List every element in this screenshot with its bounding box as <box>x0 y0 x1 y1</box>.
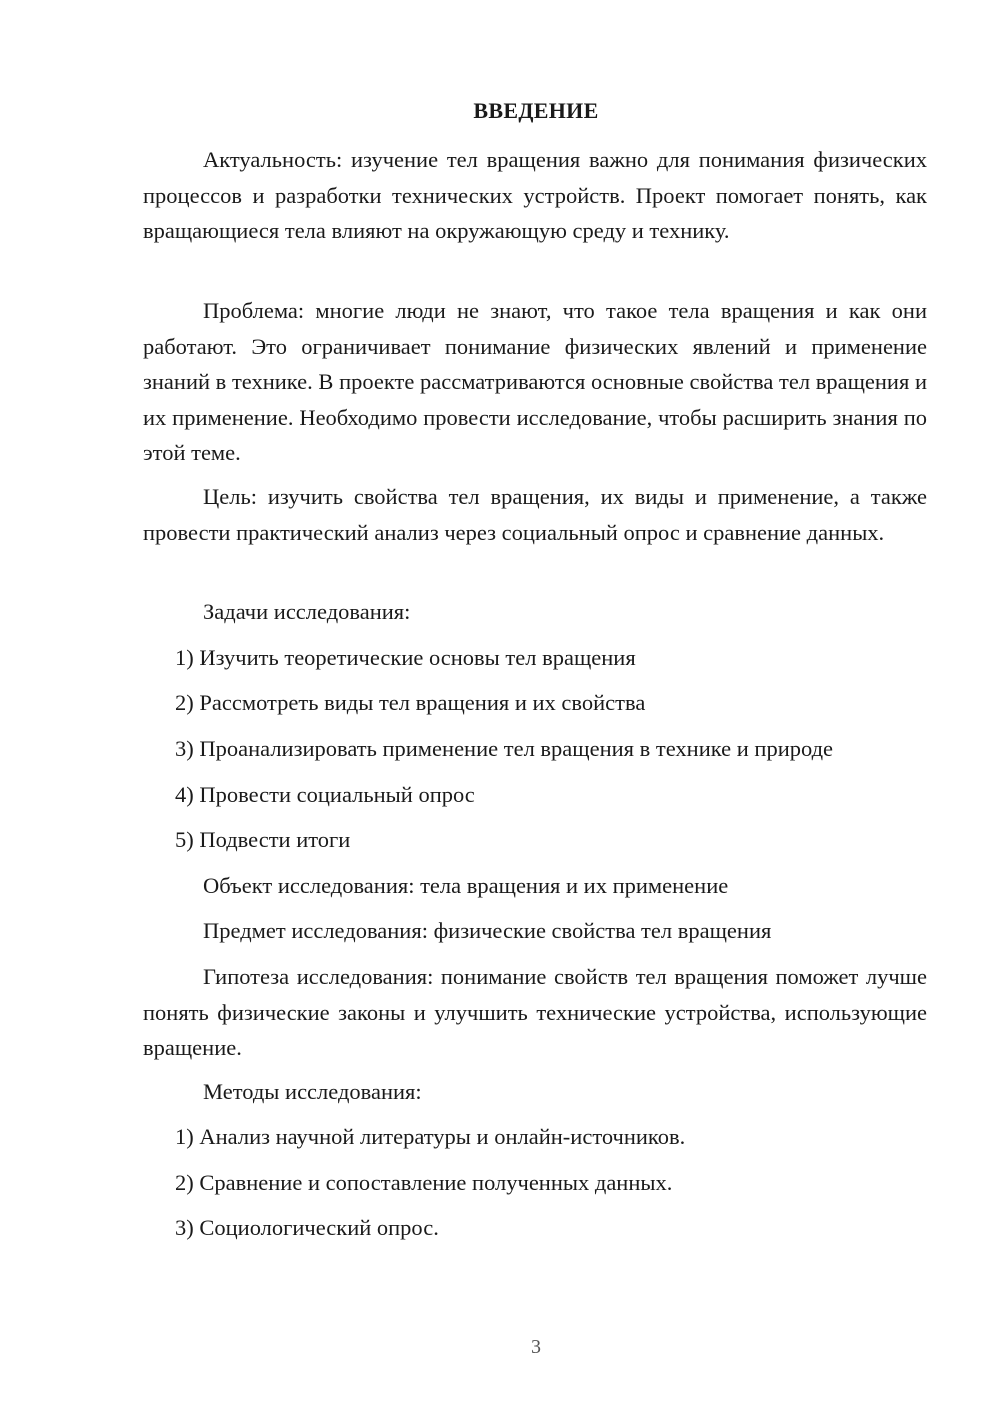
problem-paragraph: Проблема: многие люди не знают, что такое тела вращения и как они работают. Это ограничивает понимание физических явлений и применение знаний в технике. В проекте рассматриваются основные свойства тел вращения и их применение. Необходимо провести исследование, чтобы расширить знания по этой теме. <box>143 298 927 465</box>
list-item: 1) Анализ научной литературы и онлайн-источников. <box>175 1124 686 1149</box>
methods-heading: Методы исследования: <box>203 1079 422 1104</box>
list-item: 2) Сравнение и сопоставление полученных данных. <box>175 1170 673 1195</box>
page-title: ВВЕДЕНИЕ <box>473 98 599 123</box>
goal-paragraph: Цель: изучить свойства тел вращения, их виды и применение, а также провести практический анализ через социальный опрос и сравнение данных. <box>143 484 927 545</box>
research-subject: Предмет исследования: физические свойства тел вращения <box>203 918 772 943</box>
list-item: 3) Проанализировать применение тел вращения в технике и природе <box>175 736 834 761</box>
hypothesis-paragraph: Гипотеза исследования: понимание свойств тел вращения поможет лучше понять физические законы и улучшить технические устройства, использующие вращение. <box>143 964 927 1060</box>
relevance-paragraph: Актуальность: изучение тел вращения важно для понимания физических процессов и разработки технических устройств. Проект помогает понять, как вращающиеся тела влияют на окружающую среду и технику. <box>143 147 927 243</box>
list-item: 4) Провести социальный опрос <box>175 782 475 807</box>
list-item: 3) Социологический опрос. <box>175 1215 439 1240</box>
tasks-heading: Задачи исследования: <box>203 599 411 624</box>
list-item: 5) Подвести итоги <box>175 827 351 852</box>
page-number: 3 <box>531 1336 541 1358</box>
list-item: 2) Рассмотреть виды тел вращения и их свойства <box>175 690 646 715</box>
list-item: 1) Изучить теоретические основы тел вращения <box>175 645 636 670</box>
research-object: Объект исследования: тела вращения и их применение <box>203 873 729 898</box>
